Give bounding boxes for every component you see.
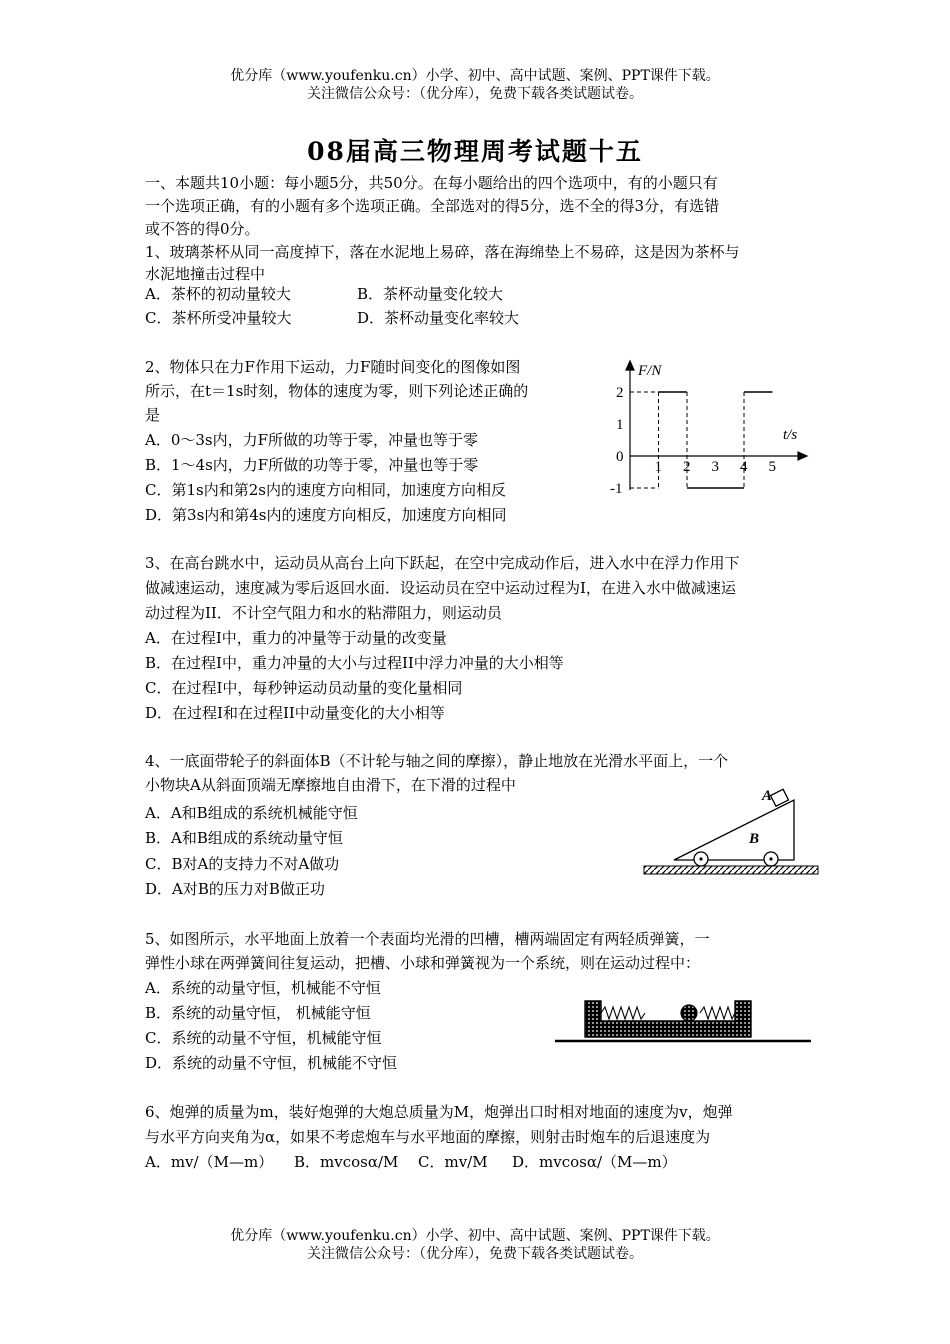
q4-option-b: B．A和B组成的系统动量守恒 bbox=[145, 829, 343, 847]
x-tick-label: 5 bbox=[768, 459, 776, 475]
x-tick-label: 2 bbox=[683, 459, 691, 475]
axle-right bbox=[769, 857, 772, 860]
footer-line-2: 关注微信公众号：（优分库），免费下载各类试题试卷。 bbox=[307, 1246, 643, 1262]
q2-option-c: C．第1s内和第2s内的速度方向相同，加速度方向相反 bbox=[145, 481, 506, 499]
q1-stem-2: 水泥地撞击过程中 bbox=[145, 265, 266, 283]
q3-option-b: B．在过程I中，重力冲量的大小与过程II中浮力冲量的大小相等 bbox=[145, 654, 564, 672]
q4-option-c: C．B对A的支持力不对A做功 bbox=[145, 855, 340, 873]
wedge-figure bbox=[642, 780, 822, 880]
label-a: A bbox=[762, 788, 773, 804]
q1-option-b: B．茶杯动量变化较大 bbox=[357, 285, 504, 303]
q1-option-a: A．茶杯的初动量较大 bbox=[145, 285, 291, 303]
q3-stem-1: 3、在高台跳水中，运动员从高台上向下跃起，在空中完成动作后，进入水中在浮力作用下 bbox=[145, 554, 740, 572]
q5-option-a: A．系统的动量守恒，机械能不守恒 bbox=[145, 979, 381, 997]
x-tick-label: 4 bbox=[740, 459, 748, 475]
q3-option-d: D．在过程I和在过程II中动量变化的大小相等 bbox=[145, 704, 445, 722]
x-axis-arrow bbox=[798, 452, 807, 460]
section-line-2: 一个选项正确，有的小题有多个选项正确。全部选对的得5分，选不全的得3分，有选错 bbox=[145, 197, 720, 215]
header-line-2: 关注微信公众号：（优分库），免费下载各类试题试卷。 bbox=[307, 86, 643, 102]
q1-option-c: C．茶杯所受冲量较大 bbox=[145, 309, 292, 327]
q6-option-a: A．mv/（M—m） bbox=[145, 1153, 274, 1171]
q5-option-b: B．系统的动量守恒， 机械能守恒 bbox=[145, 1004, 371, 1022]
y-axis-label: F/N bbox=[638, 363, 662, 379]
q2-stem-3: 是 bbox=[145, 406, 161, 424]
y-tick-label: 0 bbox=[616, 449, 624, 465]
right-spring bbox=[700, 1007, 735, 1019]
wedge-b bbox=[674, 800, 794, 860]
q6-stem-2: 与水平方向夹角为α，如果不考虑炮车与水平地面的摩擦，则射击时炮车的后退速度为 bbox=[145, 1128, 711, 1146]
q5-option-c: C．系统的动量不守恒，机械能守恒 bbox=[145, 1029, 382, 1047]
groove-figure bbox=[555, 997, 815, 1047]
q5-option-d: D．系统的动量不守恒，机械能不守恒 bbox=[145, 1054, 398, 1072]
y-tick-label: -1 bbox=[610, 481, 623, 497]
q4-option-a: A．A和B组成的系统机械能守恒 bbox=[145, 804, 358, 822]
force-time-graph bbox=[608, 358, 818, 503]
y-axis-arrow bbox=[626, 361, 634, 370]
q2-option-b: B．1～4s内，力F所做的功等于零，冲量也等于零 bbox=[145, 456, 479, 474]
q4-stem-1: 4、一底面带轮子的斜面体B（不计轮与轴之间的摩擦），静止地放在光滑水平面上，一个 bbox=[145, 752, 729, 770]
x-axis-label: t/s bbox=[783, 427, 798, 443]
x-tick-label: 1 bbox=[654, 459, 662, 475]
q4-option-d: D．A对B的压力对B做正功 bbox=[145, 880, 325, 898]
q2-stem-2: 所示，在t＝1s时刻，物体的速度为零，则下列论述正确的 bbox=[145, 382, 529, 400]
q6-option-c: C．mv/M bbox=[418, 1153, 488, 1171]
axle-left bbox=[699, 857, 702, 860]
q6-option-b: B．mvcosα/M bbox=[294, 1153, 399, 1171]
q5-stem-2: 弹性小球在两弹簧间往复运动，把槽、小球和弹簧视为一个系统，则在运动过程中： bbox=[145, 954, 701, 972]
left-spring bbox=[601, 1007, 645, 1019]
section-line-3: 或不答的得0分。 bbox=[145, 220, 260, 238]
y-tick-label: 1 bbox=[616, 417, 624, 433]
header-line-1: 优分库（www.youfenku.cn）小学、初中、高中试题、案例、PPT课件下载。 bbox=[230, 68, 720, 84]
x-tick-label: 3 bbox=[711, 459, 719, 475]
q1-stem-1: 1、玻璃茶杯从同一高度掉下，落在水泥地上易碎，落在海绵垫上不易碎，这是因为茶杯与 bbox=[145, 243, 740, 261]
label-b: B bbox=[749, 831, 760, 847]
q6-option-d: D．mvcosα/（M—m） bbox=[512, 1153, 677, 1171]
page-title: 08届高三物理周考试题十五 bbox=[307, 137, 643, 166]
q4-stem-2: 小物块A从斜面顶端无摩擦地自由滑下，在下滑的过程中 bbox=[145, 776, 516, 794]
q3-option-c: C．在过程I中，每秒钟运动员动量的变化量相同 bbox=[145, 679, 463, 697]
ground-hatch bbox=[644, 866, 818, 874]
q2-option-d: D．第3s内和第4s内的速度方向相反，加速度方向相同 bbox=[145, 506, 507, 524]
footer-line-1: 优分库（www.youfenku.cn）小学、初中、高中试题、案例、PPT课件下载。 bbox=[230, 1228, 720, 1244]
q2-stem-1: 2、物体只在力F作用下运动，力F随时间变化的图像如图 bbox=[145, 358, 521, 376]
q1-option-d: D．茶杯动量变化率较大 bbox=[357, 309, 520, 327]
q5-stem-1: 5、如图所示，水平地面上放着一个表面均光滑的凹槽，槽两端固定有两轻质弹簧，一 bbox=[145, 930, 710, 948]
ball bbox=[681, 1005, 697, 1021]
q3-stem-2: 做减速运动，速度减为零后返回水面．设运动员在空中运动过程为I，在进入水中做减速运 bbox=[145, 579, 736, 597]
section-line-1: 一、本题共10小题：每小题5分，共50分。在每小题给出的四个选项中，有的小题只有 bbox=[145, 174, 718, 192]
groove bbox=[585, 1001, 751, 1037]
q2-option-a: A．0～3s内，力F所做的功等于零，冲量也等于零 bbox=[145, 431, 479, 449]
q3-stem-3: 动过程为II．不计空气阻力和水的粘滞阻力，则运动员 bbox=[145, 604, 502, 622]
q3-option-a: A．在过程I中，重力的冲量等于动量的改变量 bbox=[145, 629, 447, 647]
y-tick-label: 2 bbox=[616, 385, 624, 401]
q6-stem-1: 6、炮弹的质量为m，装好炮弹的大炮总质量为M，炮弹出口时相对地面的速度为v，炮弹 bbox=[145, 1103, 733, 1121]
